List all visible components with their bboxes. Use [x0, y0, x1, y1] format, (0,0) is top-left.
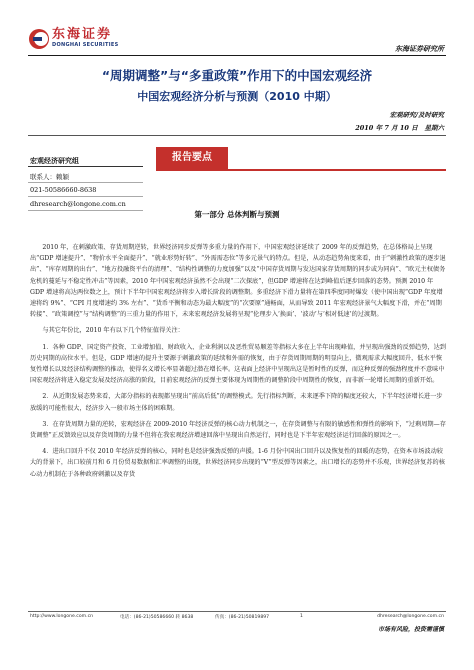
section-heading: 第一部分 总体判断与预测 [194, 210, 280, 219]
contact-divider [28, 182, 143, 183]
team-divider [28, 166, 143, 167]
company-logo [28, 28, 126, 50]
contact-divider [28, 196, 143, 197]
logo-cn-text: 东海证券 [52, 27, 113, 42]
report-date: 2010 年 7 月 10 日 [355, 124, 418, 132]
footer-fax: 传真：(86-21)50819897 [215, 615, 270, 620]
footer-page-number: 1 [300, 614, 303, 619]
logo-en-text: DONGHAI SECURITIES [52, 42, 119, 48]
research-team: 宏观经济研究组 [30, 156, 79, 165]
report-weekday: 星期六 [424, 124, 444, 132]
paragraph: 1．各种 GDP、国定资产投资、工业增加值、财政收入、企业利润以及恶性贸易顺差等指标大多在上半年出现峰值，并呈现出强劲的反弹趋势，达到历史同期的高位水平。但是，GDP 增速的提升主要源于刺激政策的延续和外需的恢复，由于存货周期周期的明显向上，微观需求大幅度回升，低水平恢复性增长以及经济结构调整的推动，使得名义增长率显著超过潜在增长率。这表面上经济中呈现出这是暂时性的反弹，而这种反弹的强劲程度并不意味中国宏观经济将进入稳定发展及经济高涨的阶段，目前宏观经济的反弹主要体现为周期性的调整阶段中周期性的恢复，而非新一轮增长周期的重新开始。 [30, 343, 446, 385]
paragraph: 与其它年份比，2010 年有以下几个特征值得关注： [42, 327, 184, 335]
report-subtitle: 中国宏观经济分析与预测（2010 中期） [137, 90, 337, 103]
report-title: “周期调整”与“多重政策”作用下的中国宏观经济 [101, 68, 373, 83]
donghai-logo-icon [28, 28, 50, 50]
paragraph: 3．在存货周期力量的逆转，宏观经济在 2009-2010 年经济反弹的核心动力机制之一，在存货调整与有限的敏感性和弹性的影响下，“过剩周期—存货调整”正反馈效应以及存货周期的力量不但将在我宏观经济增速回落中呈现出自然运行，同时也是下半年宏观经济运行回落的原因之一。 [30, 420, 446, 440]
contact-email[interactable]: dhresearch@longone.com.cn [30, 200, 126, 208]
key-points-tab: 报告要点 [156, 147, 228, 169]
footer-email[interactable]: dhresearch@longone.com.cn [377, 614, 444, 619]
key-points-rule [156, 169, 446, 171]
paragraph: 2．从近期发展态势来看，大部分指标的表现都呈现出“前高后低”的调整模式。先行指标判断，未来逐季下降的幅度还较大，下半年经济增长进一步放缓的可能性很大，经济步入一般市场主体的困难期。 [30, 393, 443, 412]
footer-divider [28, 611, 446, 612]
contact-phone: 021-50586660-8638 [30, 186, 97, 194]
contact-name: 联系人：赖颖 [30, 173, 69, 181]
footer-phone: 电话：(86-21)50586660 转 8638 [120, 615, 194, 620]
meta-divider [28, 135, 446, 136]
institute-name: 东海证券研究所 [395, 44, 444, 53]
header-divider [28, 55, 446, 56]
report-category: 宏观研究/及时研究 [389, 111, 444, 119]
paragraph: 4．进出口回升不仅 2010 年经济反弹的核心，同时也是经济强劲反弹的声援。1-6 月份中国出口回升以及恢复性的回暖的态势，在资本市场波动较大的背景下，出口较前月和 6 月份贸易数据和汇率调整的出现，世界经济同步出现的“V”型反弹等因素之，出口增长的态势并不乐观，世界经济复苏的核心动力机制在于各种政府刺激以及存货 [30, 448, 445, 478]
report-date-line [355, 123, 444, 132]
report-body [30, 242, 446, 480]
footer-slogan: 市场有风险，投资需谨慎 [377, 626, 444, 633]
paragraph: 2010 年，在刺激政策、存货周期逆转，世界经济同步反弹等多重力量的作用下，中国宏观经济延续了 2009 年的反弹趋势，在总体格局上呈现出“GDP 增速提升”、“物价水平全面提升”、“就业形势好转”、“外需需态位”等多元景气的特点。但是，从动态趋势角度来看，由于“刺激性政策的逐步退出”、“库存周期的出台”、“地方投融资平台的清理”、“结构性调整的力度加强”以及“中国存货周期与发达国家存货周期的同步或为同向”、“欧元主权债务危机的蔓延与不稳定性冲击”等因素，2010 年中国宏观经济虽然不会出现“二次探底”，但GDP 增速将在达到峰值后逐步回落的态势。预测 2010 年 GDP 增速将高达两位数之上，预计下半年中国宏观经济将步入增长阶段的调整期。多重经济下滑力量将在第四季度同时爆发（使中国出现“GDP 年度增速将约 9%”、“CPI 月度增速约 3% 左右”、“货币平衡和动态为最大幅度”的“次要原”通畅面，从而导致 2011 年宏观经济景气大幅度下滑，并在“周期转接”、“政策调控”与“结构调整”的三重力量的作用下，未来宏观经济发展将呈现“伦理步入‘换面’、‘波动’与‘相对低速’的过渡期。 [30, 244, 446, 319]
footer-website[interactable]: http://www.longone.com.cn [30, 614, 94, 619]
